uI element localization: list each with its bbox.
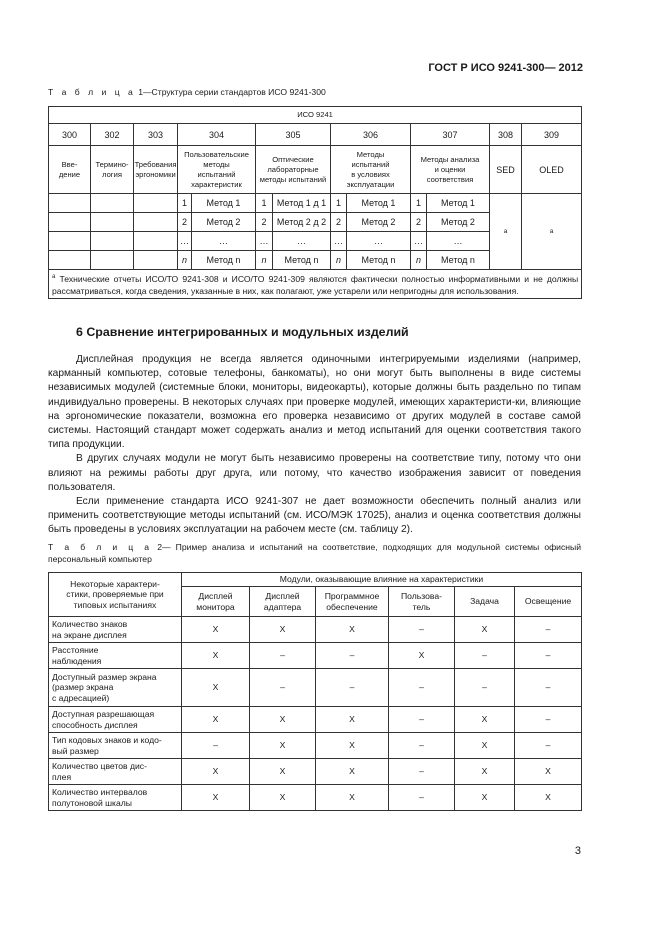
method-index: … [178,232,192,251]
name-cell: Оптические лабораторные методы испытаний [256,146,331,194]
value-cell: – [389,733,455,759]
characteristic-label: Тип кодовых знаков и кодо- вый размер [49,733,182,759]
method-index: n [411,251,427,270]
table-row [49,643,582,669]
value-cell: – [455,669,515,707]
value-cell: X [250,785,316,811]
part-codes-row [49,124,582,146]
characteristic-label: Доступная разрешающая способность дисплея [49,707,182,733]
name-cell: SED [490,146,522,194]
method-name: Метод 1 д 1 [273,194,331,213]
table-row [49,617,582,643]
method-index: … [411,232,427,251]
value-cell: X [316,617,389,643]
name-cell: Методы испытаний в условиях эксплуатации [331,146,411,194]
table1-caption-prefix: Т а б л и ц а [48,87,136,97]
oled-footnote-mark: a [522,194,582,270]
method-name: Метод 1 [192,194,256,213]
method-index: 1 [331,194,347,213]
table-row [49,733,582,759]
value-cell: – [389,759,455,785]
table-row [49,785,582,811]
value-cell: X [316,707,389,733]
value-cell: – [455,643,515,669]
code-cell: 308 [490,124,522,146]
value-cell: – [250,643,316,669]
characteristic-label: Количество цветов дис- плея [49,759,182,785]
value-cell: – [515,643,582,669]
module-column-header: Освещение [515,587,582,617]
name-cell: Термино- логия [91,146,134,194]
method-index: 2 [256,213,273,232]
value-cell: X [389,643,455,669]
code-cell: 307 [411,124,490,146]
name-cell: Вве- дение [49,146,91,194]
section-title: 6 Сравнение интегрированных и модульных изделий [76,325,409,339]
value-cell: X [455,785,515,811]
table1-caption-text: 1—Структура серии стандартов ИСО 9241-300 [138,87,326,97]
value-cell: X [182,707,250,733]
value-cell: X [182,617,250,643]
module-column-header: Дисплей монитора [182,587,250,617]
table1-caption [48,86,326,98]
value-cell: X [182,785,250,811]
method-name: … [192,232,256,251]
method-index: … [256,232,273,251]
value-cell: X [182,643,250,669]
module-column-header: Программное обеспечение [316,587,389,617]
method-name: Метод n [192,251,256,270]
code-cell: 303 [134,124,178,146]
value-cell: X [455,707,515,733]
value-cell: – [389,785,455,811]
value-cell: X [515,759,582,785]
value-cell: – [389,707,455,733]
value-cell: X [250,733,316,759]
method-name: Метод 1 [347,194,411,213]
sed-footnote-mark: a [490,194,522,270]
document-header: ГОСТ Р ИСО 9241-300— 2012 [428,62,583,74]
method-name: Метод n [427,251,490,270]
method-name: Метод n [347,251,411,270]
table-row [49,759,582,785]
method-name: … [273,232,331,251]
module-column-header: Дисплей адаптера [250,587,316,617]
name-cell: Требования эргономики [134,146,178,194]
table-row [49,669,582,707]
module-column-header: Задача [455,587,515,617]
method-index: n [331,251,347,270]
method-index: 2 [178,213,192,232]
method-index: 2 [331,213,347,232]
value-cell: – [250,669,316,707]
value-cell: X [182,759,250,785]
value-cell: X [250,707,316,733]
value-cell: X [455,759,515,785]
value-cell: – [515,707,582,733]
part-names-row [49,146,582,194]
method-name: … [347,232,411,251]
iso-9241-header: ИСО 9241 [49,107,582,124]
method-name: Метод 2 [192,213,256,232]
method-index: … [331,232,347,251]
value-cell: X [250,759,316,785]
table2-caption-text: 2— Пример анализа и испытаний на соответствие, подходящих для модульной системы офисный персональный компьютер [48,542,581,564]
method-name: Метод 2 [347,213,411,232]
value-cell: – [515,733,582,759]
method-name: Метод 1 [427,194,490,213]
value-cell: X [515,785,582,811]
value-cell: – [515,617,582,643]
value-cell: – [389,669,455,707]
footnote-text: Технические отчеты ИСО/ТО 9241-308 и ИСО/ТО 9241-309 являются фактически полностью информативными и не должны рассматриваться, когда сведения, указанные в них, как полагают, уже устарели или непригодны для использования. [52,273,579,296]
table-row [49,707,582,733]
corner-header: Некоторые характери- стики, проверяемые при типовых испытаниях [49,573,182,617]
code-cell: 309 [522,124,582,146]
value-cell: – [515,669,582,707]
method-index: n [256,251,273,270]
table1-footnote-row [49,270,582,299]
method-index: n [178,251,192,270]
value-cell: X [250,617,316,643]
characteristic-label: Количество знаков на экране дисплея [49,617,182,643]
modular-conformity-table [48,572,582,811]
code-cell: 305 [256,124,331,146]
name-cell: OLED [522,146,582,194]
method-name: Метод 2 [427,213,490,232]
page-number: 3 [574,845,581,857]
paragraph: Если применение стандарта ИСО 9241-307 не дает возможности обеспечить полный анализ или применить соответствующие методы испытаний (см. ИСО/МЭК 17025), анализ и оценка соответствия должны быть проведены в условиях эксплуатации на рабочем месте (см. таблицу 2). [48,496,581,536]
value-cell: – [316,669,389,707]
value-cell: – [182,733,250,759]
value-cell: – [316,643,389,669]
paragraph: Дисплейная продукция не всегда является одиночными интегрируемыми изделиями (например, карманный компьютер, сотовые телефоны, банкоматы), но они могут быть выполнены в виде системы независимых модулей (системные блоки, мониторы, видеокарты), которые должны быть раздельно по типам индивидуально проверены. В некоторых случаях при проверке модулей, имеющих характеристи-ки, влияющие на эргономические показатели, возможна его проверка независимо от других модулей в составе самой системы. Настоящий стандарт может содержать анализ и метод испытаний для оценки соответствия такого типа продукции. [48,354,581,451]
code-cell: 300 [49,124,91,146]
code-cell: 306 [331,124,411,146]
table2-caption-prefix: Т а б л и ц а [48,542,153,552]
table2-caption [48,541,581,565]
characteristic-label: Доступный размер экрана (размер экрана с адресацией) [49,669,182,707]
method-index: 2 [411,213,427,232]
paragraph: В других случаях модули не могут быть независимо проверены на соответствие типу, потому что они влияют на режимы работы друг друга, или потому, что качество изображения зависит от поведения пользователя. [48,453,581,493]
value-cell: X [455,733,515,759]
method-name: Метод n [273,251,331,270]
name-cell: Пользовательские методы испытаний характеристик [178,146,256,194]
table1-footnote [49,270,582,299]
modules-group-header: Модули, оказывающие влияние на характеристики [182,573,582,587]
method-name: … [427,232,490,251]
characteristic-label: Количество интервалов полутоновой шкалы [49,785,182,811]
value-cell: X [455,617,515,643]
code-cell: 304 [178,124,256,146]
method-row [49,194,582,213]
body-text [48,353,581,538]
footnote-mark: a [52,274,56,280]
method-index: 1 [411,194,427,213]
name-cell: Методы анализа и оценки соответствия [411,146,490,194]
value-cell: X [182,669,250,707]
code-cell: 302 [91,124,134,146]
value-cell: X [316,759,389,785]
value-cell: X [316,733,389,759]
standards-structure-table [48,106,582,299]
value-cell: – [389,617,455,643]
module-column-header: Пользова- тель [389,587,455,617]
method-name: Метод 2 д 2 [273,213,331,232]
method-index: 1 [178,194,192,213]
method-index: 1 [256,194,273,213]
characteristic-label: Расстояние наблюдения [49,643,182,669]
value-cell: X [316,785,389,811]
